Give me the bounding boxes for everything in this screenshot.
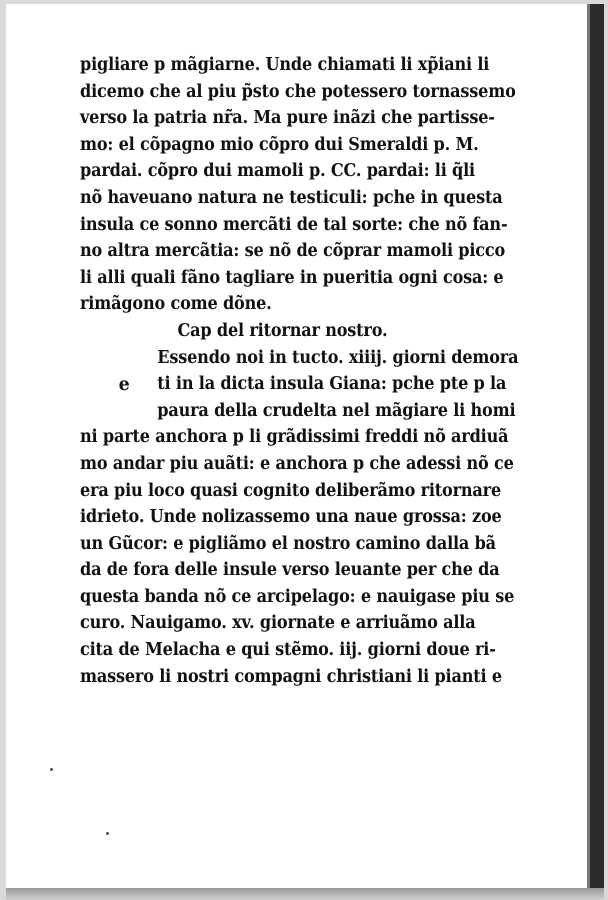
text-line-content: ti in la dicta insula Giana: pche pte p la	[157, 374, 507, 395]
text-line: mo: el cõpagno mio cõpro dui Smeraldi p. M.	[80, 134, 479, 155]
text-line: mo andar piu auãti: e anchora p che adessi nõ ce	[80, 453, 514, 474]
chapter-heading: Cap del ritornar nostro.	[177, 320, 388, 341]
text-line: pigliare p mãgiarne. Unde chiamati li xp̃iani li	[80, 55, 490, 75]
paper-speck	[50, 768, 53, 771]
text-block	[80, 52, 580, 690]
drop-initial: e	[118, 373, 130, 396]
text-line: li alli quali fãno tagliare in pueritia ogni cosa: e	[80, 267, 504, 288]
text-line: massero li nostri compagni christiani li pianti e	[80, 666, 502, 687]
text-line: cita de Melacha e qui stẽmo. iij. giorni doue ri-	[80, 640, 496, 661]
text-line: idrieto. Unde nolizassemo una naue grossa: zoe	[80, 507, 502, 528]
text-line-with-initial	[80, 371, 540, 398]
text-line: rimãgono come dõne.	[80, 294, 272, 315]
text-line: da de fora delle insule verso leuante per che da	[80, 560, 500, 581]
text-line: dicemo che al piu p̃sto che potessero tornassemo	[80, 81, 516, 102]
text-line: verso la patria nr̃a. Ma pure inãzi che partisse-	[80, 108, 495, 129]
text-line: questa banda nõ ce arcipelago: e nauigase piu se	[80, 586, 515, 607]
text-line: era piu loco quasi cognito deliberãmo ritornare	[80, 480, 502, 501]
text-line: Essendo noi in tucto. xiiij. giorni demora	[157, 347, 519, 368]
text-line: curo. Nauigamo. xv. giornate e arriuãmo alla	[80, 613, 476, 634]
paper-speck	[106, 832, 109, 835]
text-line: paura della crudelta nel mãgiare li homi	[157, 400, 516, 421]
text-line: ni parte anchora p li grãdissimi freddi nõ ardiuã	[80, 427, 509, 448]
text-line: nõ haveuano natura ne testiculi: pche in questa	[80, 187, 503, 208]
text-line: un Gũcor: e pigliãmo el nostro camino dalla bã	[80, 533, 496, 554]
text-line: no altra mercãtia: se nõ de cõprar mamoli picco	[80, 241, 506, 262]
text-line: pardai. cõpro dui mamoli p. CC. pardai: li q̃li	[80, 161, 475, 182]
book-page	[6, 4, 604, 892]
page-bottom-edge	[6, 888, 604, 900]
text-line: insula ce sonno mercãti de tal sorte: che nõ fan-	[80, 214, 508, 235]
